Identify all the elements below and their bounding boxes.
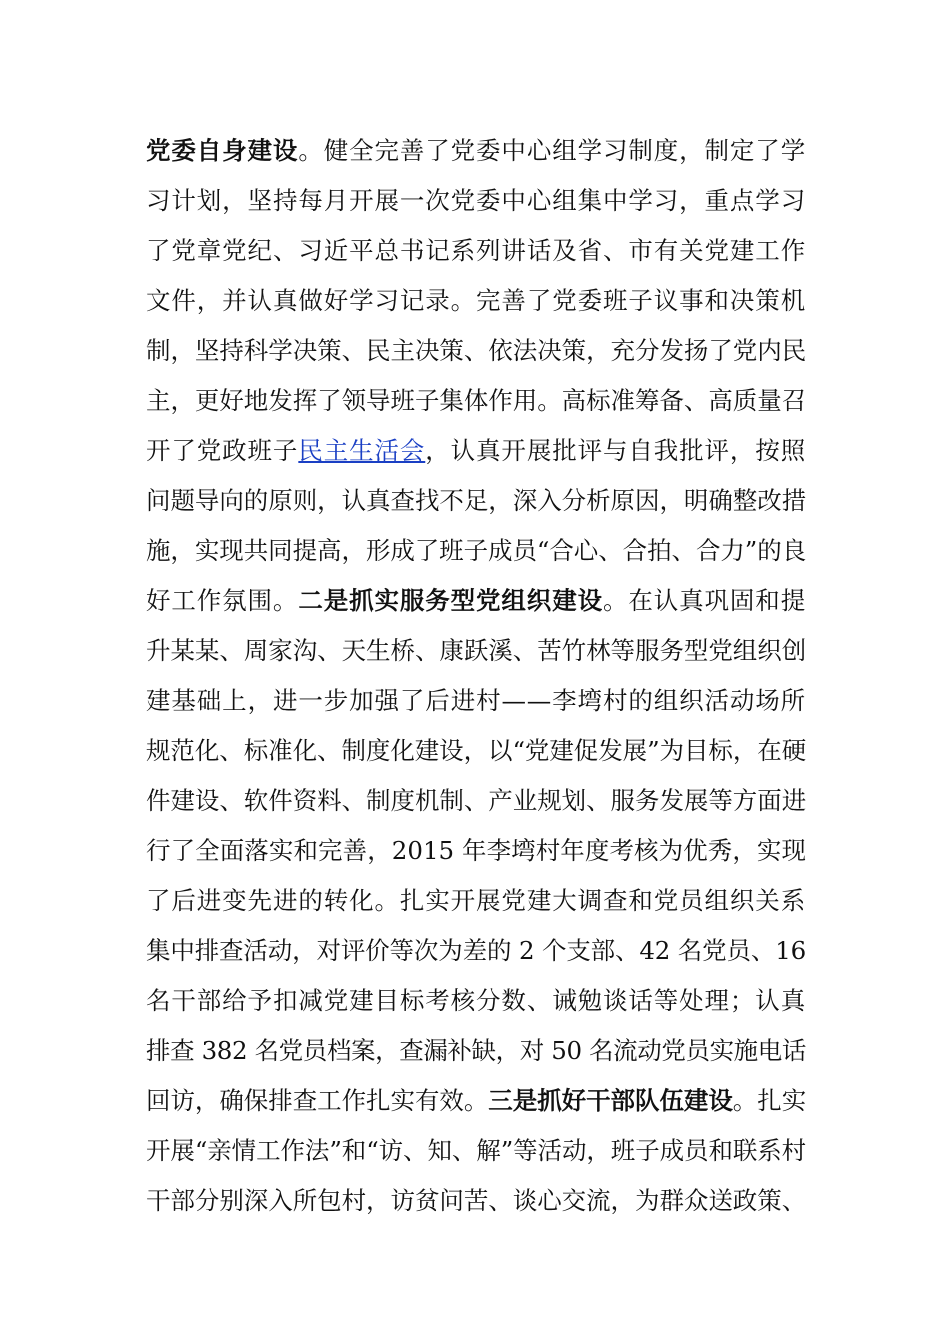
text-line xyxy=(146,176,806,226)
body-text: 回访，确保排查工作扎实有效。 xyxy=(146,1086,489,1115)
body-text: 干部分别深入所包村，访贫问苦、谈心交流，为群众送政策、 xyxy=(146,1186,806,1215)
text-line xyxy=(146,876,806,926)
text-line xyxy=(146,676,806,726)
body-text: 件建设、软件资料、制度机制、产业规划、服务发展等方面进 xyxy=(146,786,806,815)
text-line xyxy=(146,576,806,626)
body-text: 。在认真巩固和提 xyxy=(602,586,806,615)
text-line xyxy=(146,976,806,1026)
body-text: 集中排查活动，对评价等次为差的 2 个支部、42 名党员、16 xyxy=(146,936,806,965)
text-line xyxy=(146,376,806,426)
body-text: ，认真开展批评与自我批评，按照 xyxy=(425,436,806,465)
body-text: 。扎实 xyxy=(732,1086,806,1115)
text-line xyxy=(146,426,806,476)
body-text: 了后进变先进的转化。扎实开展党建大调查和党员组织关系 xyxy=(146,886,806,915)
bold-heading-text: 二是抓实服务型党组织建设 xyxy=(298,586,603,615)
bold-heading-text: 三是抓好干部队伍建设 xyxy=(488,1086,733,1115)
bold-heading-text: 党委自身建设 xyxy=(146,136,299,165)
text-line xyxy=(146,526,806,576)
text-line xyxy=(146,1176,806,1226)
body-text: 排查 382 名党员档案，查漏补缺，对 50 名流动党员实施电话 xyxy=(146,1036,806,1065)
text-line xyxy=(146,726,806,776)
text-line xyxy=(146,326,806,376)
text-line xyxy=(146,1126,806,1176)
body-text: 好工作氛围。 xyxy=(146,586,299,615)
text-line xyxy=(146,226,806,276)
body-text: 开展“亲情工作法”和“访、知、解”等活动，班子成员和联系村 xyxy=(146,1136,806,1165)
text-line xyxy=(146,626,806,676)
body-text: 升某某、周家沟、天生桥、康跃溪、苦竹林等服务型党组织创 xyxy=(146,636,806,665)
body-text: 文件，并认真做好学习记录。完善了党委班子议事和决策机 xyxy=(146,286,806,315)
body-text: 开了党政班子 xyxy=(146,436,299,465)
body-text: 施，实现共同提高，形成了班子成员“合心、合拍、合力”的良 xyxy=(146,536,806,565)
text-line xyxy=(146,126,806,176)
body-text: 主，更好地发挥了领导班子集体作用。高标准筹备、高质量召 xyxy=(146,386,806,415)
body-text: 行了全面落实和完善，2015 年李塆村年度考核为优秀，实现 xyxy=(146,836,806,865)
body-text: 问题导向的原则，认真查找不足，深入分析原因，明确整改措 xyxy=(146,486,806,515)
text-line xyxy=(146,826,806,876)
text-line xyxy=(146,776,806,826)
document-body xyxy=(146,126,806,1226)
body-text: 。健全完善了党委中心组学习制度，制定了学 xyxy=(298,136,806,165)
body-text: 规范化、标准化、制度化建设，以“党建促发展”为目标，在硬 xyxy=(146,736,806,765)
text-line xyxy=(146,1076,806,1126)
text-line xyxy=(146,926,806,976)
body-text: 习计划，坚持每月开展一次党委中心组集中学习，重点学习 xyxy=(146,186,806,215)
text-line xyxy=(146,1026,806,1076)
text-line xyxy=(146,276,806,326)
body-text: 了党章党纪、习近平总书记系列讲话及省、市有关党建工作 xyxy=(146,236,806,265)
body-text: 制，坚持科学决策、民主决策、依法决策，充分发扬了党内民 xyxy=(146,336,806,365)
body-text: 建基础上，进一步加强了后进村——李塆村的组织活动场所 xyxy=(146,686,806,715)
link-minzhu-shenghuohui[interactable]: 民主生活会 xyxy=(298,436,426,465)
body-text: 名干部给予扣减党建目标考核分数、诫勉谈话等处理；认真 xyxy=(146,986,806,1015)
text-line xyxy=(146,476,806,526)
